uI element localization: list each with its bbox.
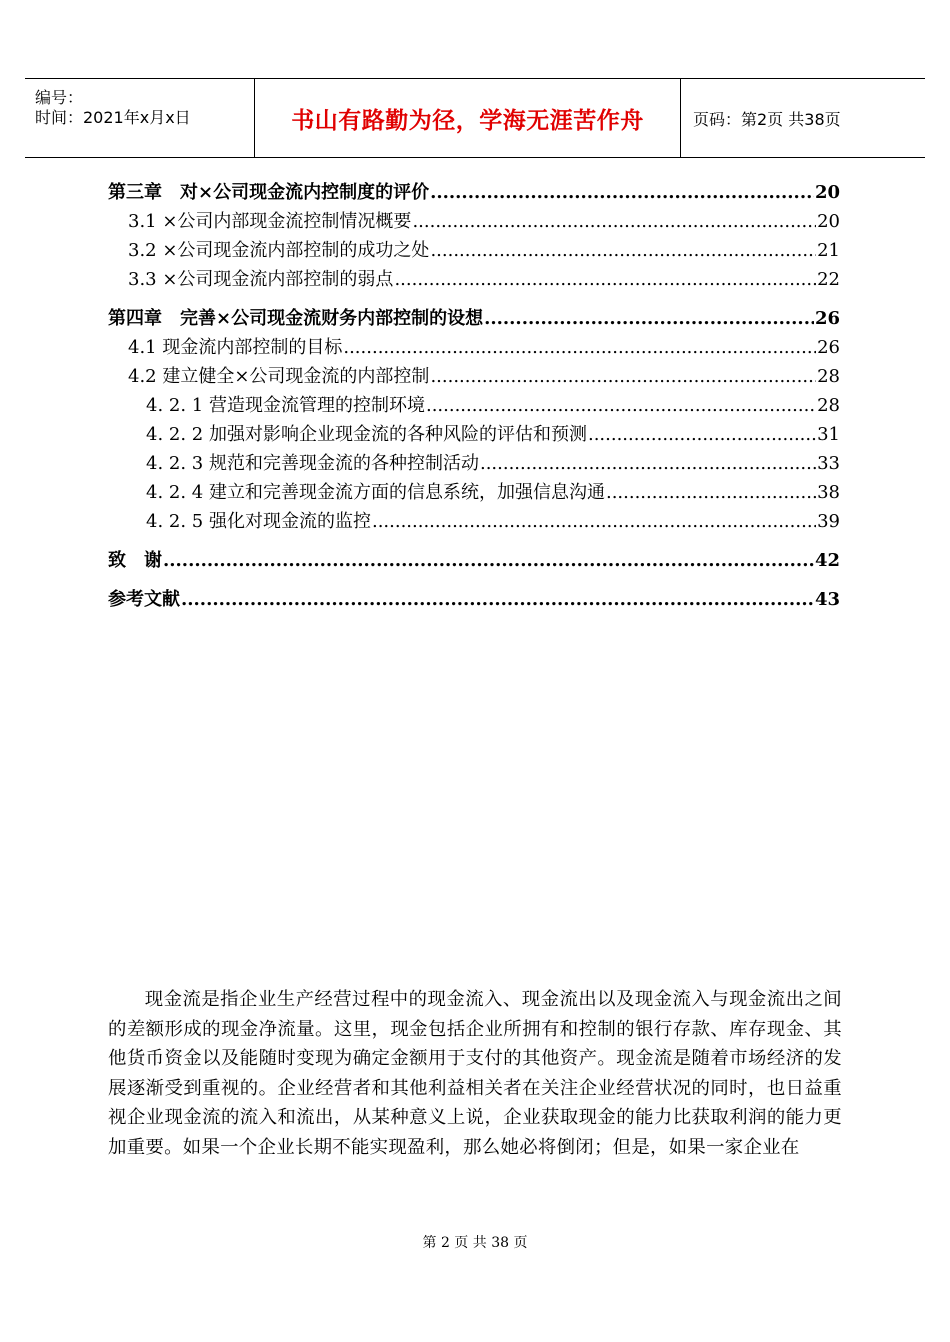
toc-leader-dots [412,207,816,236]
toc-entry-page: 39 [817,511,840,532]
toc-chapter-entry[interactable] [108,178,840,207]
toc-entry-page: 42 [814,550,840,571]
toc-entry-page: 38 [817,482,840,503]
toc-entry-page: 22 [817,269,840,290]
toc-entry[interactable] [108,507,840,536]
toc-entry-title: 3.2 ×公司现金流内部控制的成功之处 [128,240,430,261]
toc-entry[interactable] [108,449,840,478]
doc-number-label: 编号： [35,88,84,107]
body-paragraph: 现金流是指企业生产经营过程中的现金流入、现金流出以及现金流入与现金流出之间的差额形成的现金净流量。这里，现金包括企业所拥有和控制的银行存款、库存现金、其他货币资金以及能随时变现为确定金额用于支付的其他资产。现金流是随着市场经济的发展逐渐受到重视的。企业经营者和其他利益相关者在关注企业经营状况的同时，也日益重视企业现金流的流入和流出，从某种意义上说，企业获取现金的能力比获取利润的能力更加重要。如果一个企业长期不能实现盈利，那么她必将倒闭；但是，如果一家企业在 [108,989,842,1158]
toc-entry[interactable] [108,391,840,420]
toc-leader-dots [163,546,814,575]
page-header [25,78,925,158]
toc-entry-page: 20 [817,211,840,232]
toc-entry-page: 33 [817,453,840,474]
toc-entry-title: 3.1 ×公司内部现金流控制情况概要 [128,211,412,232]
toc-entry[interactable] [108,207,840,236]
toc-entry-title: 4. 2. 4 建立和完善现金流方面的信息系统，加强信息沟通 [146,482,605,503]
toc-entry[interactable] [108,362,840,391]
doc-time-label: 时间：2021年x月x日 [35,108,191,127]
toc-entry-title: 参考文献 [108,589,180,610]
toc-entry-title: 致 谢 [108,550,162,571]
header-page-info: 页码：第2页 共38页 [693,109,841,129]
toc-entry-page: 28 [817,366,840,387]
header-meta-cell [25,79,255,157]
toc-entry[interactable] [108,236,840,265]
toc-entry[interactable] [108,420,840,449]
header-motto: 书山有路勤为径，学海无涯苦作舟 [255,79,681,157]
toc-leader-dots [588,420,816,449]
toc-entry-page: 21 [817,240,840,261]
toc-leader-dots [372,507,816,536]
toc-entry-page: 20 [814,182,840,203]
toc-entry-title: 4. 2. 1 营造现金流管理的控制环境 [146,395,425,416]
toc-leader-dots [426,391,816,420]
toc-entry[interactable] [108,265,840,294]
toc-leader-dots [430,178,814,207]
toc-leader-dots [480,449,816,478]
toc-entry-page: 28 [817,395,840,416]
toc-entry[interactable] [108,478,840,507]
toc-entry-page: 26 [814,308,840,329]
toc-entry-page: 26 [817,337,840,358]
toc-leader-dots [343,333,816,362]
toc-entry-title: 第三章 对×公司现金流内控制度的评价 [108,182,430,203]
toc-leader-dots [430,362,816,391]
toc-entry-title: 3.3 ×公司现金流内部控制的弱点 [128,269,394,290]
toc-entry-page: 31 [817,424,840,445]
toc-chapter-entry[interactable] [108,546,840,575]
toc-leader-dots [484,304,814,333]
toc-entry-title: 第四章 完善×公司现金流财务内部控制的设想 [108,308,484,329]
toc-entry-title: 4. 2. 2 加强对影响企业现金流的各种风险的评估和预测 [146,424,587,445]
page-footer: 第 2 页 共 38 页 [422,1235,528,1251]
toc-leader-dots [394,265,816,294]
table-of-contents [108,178,840,614]
toc-leader-dots [430,236,816,265]
toc-entry-page: 43 [814,589,840,610]
toc-leader-dots [606,478,816,507]
toc-entry-title: 4.1 现金流内部控制的目标 [128,337,343,358]
toc-chapter-entry[interactable] [108,304,840,333]
toc-chapter-entry[interactable] [108,585,840,614]
toc-leader-dots [181,585,814,614]
toc-entry-title: 4.2 建立健全×公司现金流的内部控制 [128,366,430,387]
toc-entry-title: 4. 2. 5 强化对现金流的监控 [146,511,371,532]
toc-entry[interactable] [108,333,840,362]
toc-entry-title: 4. 2. 3 规范和完善现金流的各种控制活动 [146,453,479,474]
